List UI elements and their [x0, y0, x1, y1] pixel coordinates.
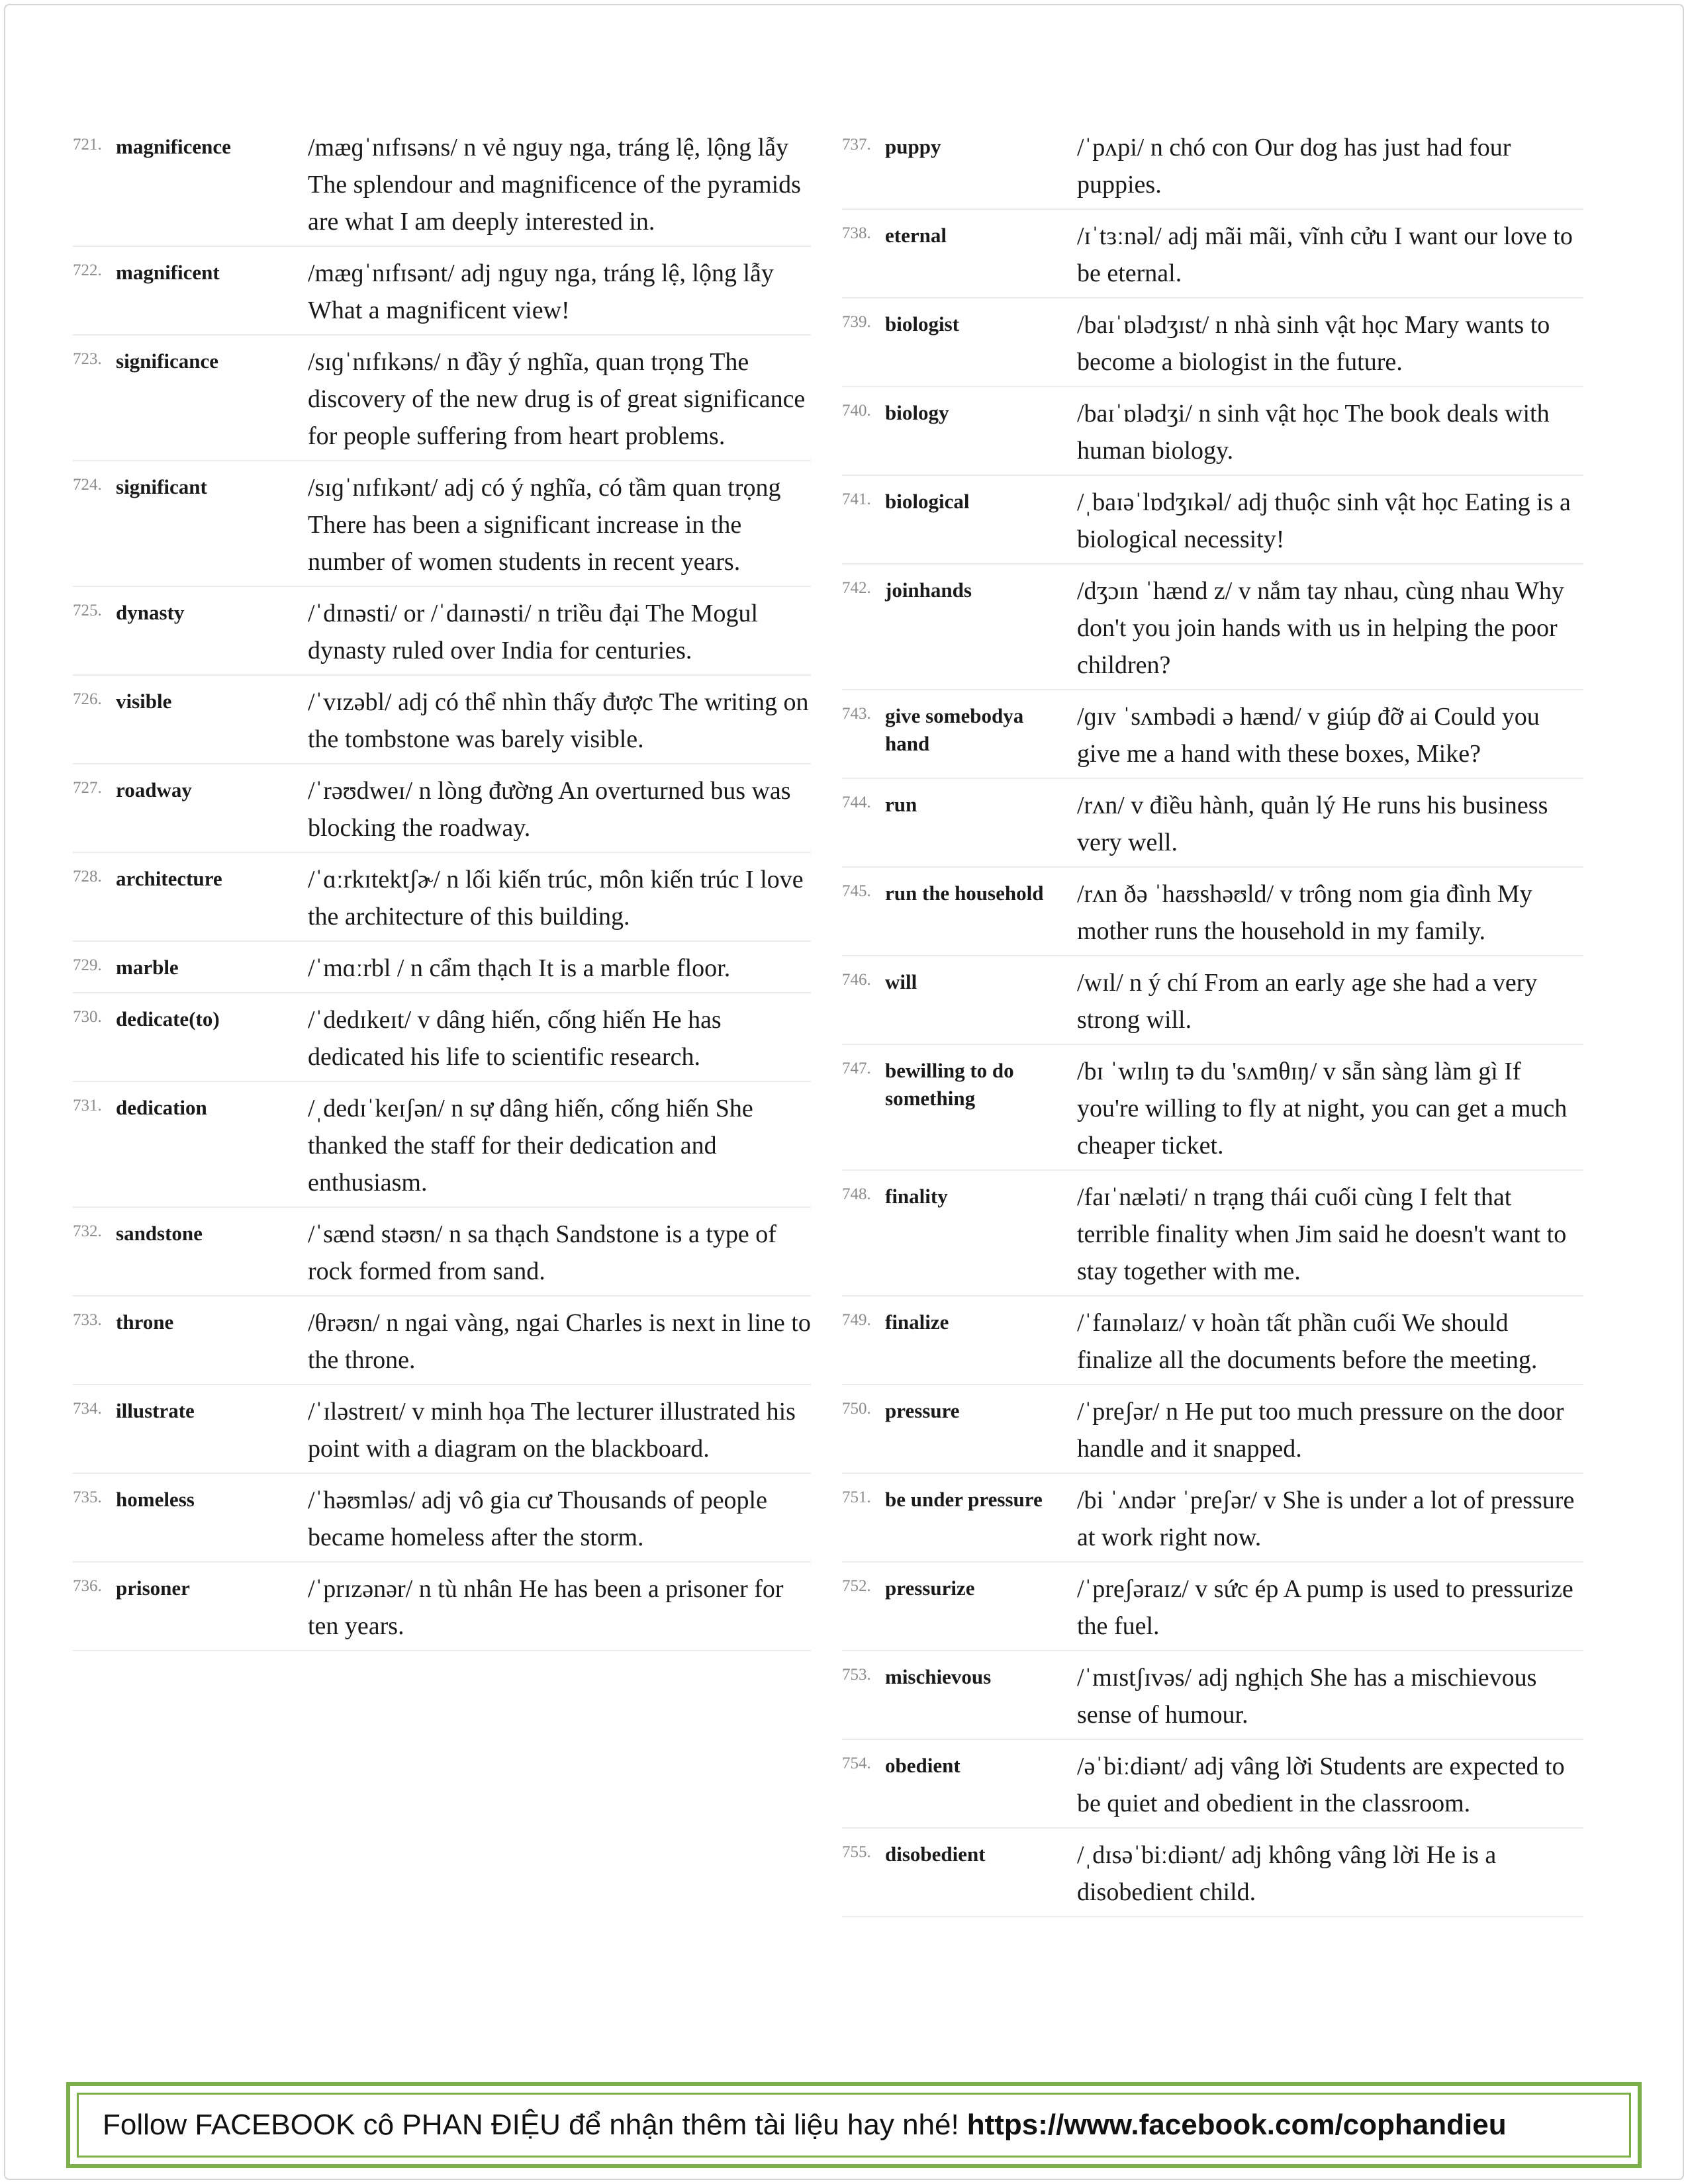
entry-number: 730.: [73, 1008, 102, 1026]
vocab-entry: [73, 950, 811, 993]
vocab-entry: [73, 684, 811, 764]
vocab-entry: [842, 1748, 1583, 1829]
entry-word: pressure: [885, 1399, 960, 1422]
vocab-entry: [842, 876, 1583, 956]
entry-word: magnificent: [116, 261, 220, 284]
entry-word: prisoner: [116, 1576, 190, 1600]
entry-number: 724.: [73, 476, 102, 494]
entry-number: 723.: [73, 350, 102, 368]
vocab-entry: [842, 1837, 1583, 1917]
entry-definition: /mæɡˈnɪfɪsəns/ n vẻ nguy nga, tráng lệ, lộng lẫy The splendour and magnificence of the pyramids are what I am deeply interested in.: [308, 134, 801, 236]
vocab-entry: [842, 1179, 1583, 1297]
entry-number: 725.: [73, 602, 102, 619]
entry-word: disobedient: [885, 1843, 986, 1866]
entry-word: run the household: [885, 882, 1044, 905]
entry-definition: /ˈhəʊmləs/ adj vô gia cư Thousands of people became homeless after the storm.: [308, 1486, 767, 1551]
entry-definition: /ˈpreʃəraɪz/ v sức ép A pump is used to pressurize the fuel.: [1077, 1575, 1573, 1640]
entry-definition: /wɪl/ n ý chí From an early age she had a very strong will.: [1077, 969, 1538, 1034]
entry-definition: /ˈpreʃər/ n He put too much pressure on the door handle and it snapped.: [1077, 1398, 1564, 1463]
entry-definition: /ɡɪv ˈsʌmbədi ə hænd/ v giúp đỡ ai Could you give me a hand with these boxes, Mike?: [1077, 703, 1540, 768]
entry-number: 740.: [842, 402, 871, 420]
vocab-entry: [842, 1393, 1583, 1474]
vocab-entry: [73, 129, 811, 247]
entry-word: significant: [116, 475, 207, 498]
entry-definition: /ˌdedɪˈkeɪʃən/ n sự dâng hiến, cống hiến She thanked the staff for their dedication and enthusiasm.: [308, 1095, 753, 1197]
entry-definition: /ˈmɑːrbl / n cẩm thạch It is a marble floor.: [308, 954, 731, 982]
vocab-entry: [73, 772, 811, 853]
vocabulary-column-right: [842, 129, 1583, 1925]
entry-number: 733.: [73, 1311, 102, 1329]
entry-number: 722.: [73, 261, 102, 279]
vocab-entry: [842, 129, 1583, 210]
entry-definition: /ˈdɪnəsti/ or /ˈdaɪnəsti/ n triều đại The Mogul dynasty ruled over India for centuries.: [308, 600, 759, 664]
entry-word: biologist: [885, 312, 959, 336]
entry-number: 721.: [73, 136, 102, 154]
entry-definition: /ˈɑːrkɪtektʃɚ/ n lối kiến trúc, môn kiến trúc I love the architecture of this building.: [308, 866, 804, 931]
vocab-entry: [842, 1482, 1583, 1563]
vocab-entry: [73, 343, 811, 461]
entry-word: biology: [885, 401, 949, 424]
entry-definition: /əˈbiːdiənt/ adj vâng lời Students are expected to be quiet and obedient in the classroom.: [1077, 1752, 1565, 1817]
entry-number: 754.: [842, 1754, 871, 1772]
entry-number: 751.: [842, 1488, 871, 1506]
entry-definition: /θrəʊn/ n ngai vàng, ngai Charles is next in line to the throne.: [308, 1309, 811, 1374]
entry-number: 732.: [73, 1222, 102, 1240]
vocab-entry: [73, 1482, 811, 1563]
footer-banner: [66, 2082, 1642, 2168]
entry-number: 729.: [73, 956, 102, 974]
entry-definition: /rʌn ðə ˈhaʊshəʊld/ v trông nom gia đình My mother runs the household in my family.: [1077, 880, 1532, 945]
vocab-entry: [842, 1053, 1583, 1171]
vocab-entry: [842, 306, 1583, 387]
entry-number: 734.: [73, 1400, 102, 1418]
entry-word: puppy: [885, 135, 941, 158]
vocab-entry: [73, 861, 811, 942]
vocab-entry: [73, 1393, 811, 1474]
entry-definition: /sɪɡˈnɪfɪkəns/ n đầy ý nghĩa, quan trọng The discovery of the new drug is of great significance for people suffering from heart problems.: [308, 348, 806, 450]
entry-number: 726.: [73, 690, 102, 708]
entry-definition: /ˈvɪzəbl/ adj có thể nhìn thấy được The writing on the tombstone was barely visible.: [308, 688, 809, 753]
entry-number: 747.: [842, 1060, 871, 1077]
entry-number: 736.: [73, 1577, 102, 1595]
entry-word: mischievous: [885, 1665, 992, 1688]
vocab-entry: [842, 484, 1583, 565]
entry-definition: /rʌn/ v điều hành, quản lý He runs his business very well.: [1077, 792, 1548, 856]
vocab-entry: [73, 595, 811, 676]
entry-definition: /ˈrəʊdweɪ/ n lòng đường An overturned bus was blocking the roadway.: [308, 777, 791, 842]
vocab-entry: [73, 1216, 811, 1297]
entry-number: 727.: [73, 779, 102, 797]
entry-word: architecture: [116, 867, 222, 890]
vocab-entry: [73, 1001, 811, 1082]
entry-word: run: [885, 793, 917, 816]
entry-number: 748.: [842, 1185, 871, 1203]
entry-word: dedication: [116, 1096, 207, 1119]
vocab-entry: [73, 1570, 811, 1651]
entry-word: biological: [885, 490, 970, 513]
entry-definition: /bi ˈʌndər ˈpreʃər/ v She is under a lot of pressure at work right now.: [1077, 1486, 1575, 1551]
entry-definition: /ˈpʌpi/ n chó con Our dog has just had four puppies.: [1077, 134, 1511, 199]
entry-definition: /baɪˈɒlədʒi/ n sinh vật học The book deals with human biology.: [1077, 400, 1550, 465]
entry-number: 741.: [842, 490, 871, 508]
entry-definition: /ˌbaɪəˈlɒdʒɪkəl/ adj thuộc sinh vật học Eating is a biological necessity!: [1077, 488, 1571, 553]
vocab-entry: [842, 572, 1583, 690]
entry-number: 749.: [842, 1311, 871, 1329]
vocab-entry: [842, 1659, 1583, 1740]
entry-word: dedicate(to): [116, 1007, 220, 1030]
entry-word: sandstone: [116, 1222, 203, 1245]
vocab-entry: [842, 1570, 1583, 1651]
entry-word: illustrate: [116, 1399, 195, 1422]
entry-word: obedient: [885, 1754, 961, 1777]
entry-number: 745.: [842, 882, 871, 900]
entry-word: will: [885, 970, 917, 993]
vocab-entry: [73, 469, 811, 587]
entry-word: finalize: [885, 1310, 949, 1334]
entry-definition: /dʒɔɪn ˈhænd z/ v nắm tay nhau, cùng nhau Why don't you join hands with us in helping the poor children?: [1077, 577, 1564, 679]
entry-number: 737.: [842, 136, 871, 154]
facebook-link[interactable]: https://www.facebook.com/cophandieu: [966, 2109, 1507, 2141]
entry-definition: /ˌdɪsəˈbiːdiənt/ adj không vâng lời He is a disobedient child.: [1077, 1841, 1497, 1906]
entry-number: 755.: [842, 1843, 871, 1861]
entry-word: visible: [116, 690, 172, 713]
vocab-entry: [842, 1304, 1583, 1385]
entry-definition: /ˈɪləstreɪt/ v minh họa The lecturer illustrated his point with a diagram on the blackboard.: [308, 1398, 796, 1463]
entry-number: 753.: [842, 1666, 871, 1684]
vocab-entry: [842, 395, 1583, 476]
entry-number: 731.: [73, 1097, 102, 1115]
vocab-entry: [842, 964, 1583, 1045]
entry-word: be under pressure: [885, 1488, 1043, 1511]
entry-definition: /ˈfaɪnəlaɪz/ v hoàn tất phần cuối We should finalize all the documents before the meeting.: [1077, 1309, 1538, 1374]
entry-number: 739.: [842, 313, 871, 331]
entry-definition: /ɪˈtɜːnəl/ adj mãi mãi, vĩnh cửu I want our love to be eternal.: [1077, 222, 1573, 287]
entry-definition: /baɪˈɒlədʒɪst/ n nhà sinh vật học Mary wants to become a biologist in the future.: [1077, 311, 1550, 376]
entry-word: finality: [885, 1185, 948, 1208]
entry-definition: /ˈsænd stəʊn/ n sa thạch Sandstone is a type of rock formed from sand.: [308, 1220, 776, 1285]
vocab-entry: [842, 218, 1583, 298]
footer-text: Follow FACEBOOK cô PHAN ĐIỆU để nhận thêm tài liệu hay nhé!: [103, 2109, 959, 2141]
entry-definition: /ˈdedɪkeɪt/ v dâng hiến, cống hiến He has dedicated his life to scientific research.: [308, 1006, 722, 1071]
entry-number: 735.: [73, 1488, 102, 1506]
vocab-entry: [842, 787, 1583, 868]
vocab-entry: [73, 1090, 811, 1208]
entry-word: significance: [116, 349, 218, 373]
entry-definition: /mæɡˈnɪfɪsənt/ adj nguy nga, tráng lệ, lộng lẫy What a magnificent view!: [308, 259, 774, 324]
entry-word: magnificence: [116, 135, 231, 158]
entry-number: 750.: [842, 1400, 871, 1418]
vocab-entry: [73, 1304, 811, 1385]
vocab-entry: [73, 255, 811, 336]
entry-number: 742.: [842, 579, 871, 597]
entry-number: 746.: [842, 971, 871, 989]
entry-word: throne: [116, 1310, 174, 1334]
entry-word: pressurize: [885, 1576, 975, 1600]
entry-word: eternal: [885, 224, 947, 247]
entry-number: 744.: [842, 794, 871, 811]
entry-number: 752.: [842, 1577, 871, 1595]
entry-word: bewilling to do something: [885, 1059, 1014, 1110]
entry-word: give somebodya hand: [885, 704, 1024, 755]
vocab-entry: [842, 698, 1583, 779]
entry-definition: /sɪɡˈnɪfɪkənt/ adj có ý nghĩa, có tầm quan trọng There has been a significant increase in the number of women students in recent years.: [308, 474, 781, 576]
entry-definition: /bɪ ˈwɪlɪŋ tə du 'sʌmθɪŋ/ v sẵn sàng làm gì If you're willing to fly at night, you can get a much cheaper ticket.: [1077, 1058, 1568, 1160]
entry-word: joinhands: [885, 578, 972, 602]
entry-word: roadway: [116, 778, 192, 801]
footer-inner-frame: [77, 2093, 1631, 2158]
entry-word: homeless: [116, 1488, 195, 1511]
entry-definition: /faɪˈnæləti/ n trạng thái cuối cùng I felt that terrible finality when Jim said he doesn't want to stay together with me.: [1077, 1183, 1567, 1285]
entry-word: marble: [116, 956, 179, 979]
vocabulary-column-left: [73, 129, 811, 1659]
entry-number: 728.: [73, 868, 102, 886]
entry-number: 743.: [842, 705, 871, 723]
entry-number: 738.: [842, 224, 871, 242]
entry-word: dynasty: [116, 601, 185, 624]
entry-definition: /ˈmɪstʃɪvəs/ adj nghịch She has a mischievous sense of humour.: [1077, 1664, 1537, 1729]
entry-definition: /ˈprɪzənər/ n tù nhân He has been a prisoner for ten years.: [308, 1575, 784, 1640]
